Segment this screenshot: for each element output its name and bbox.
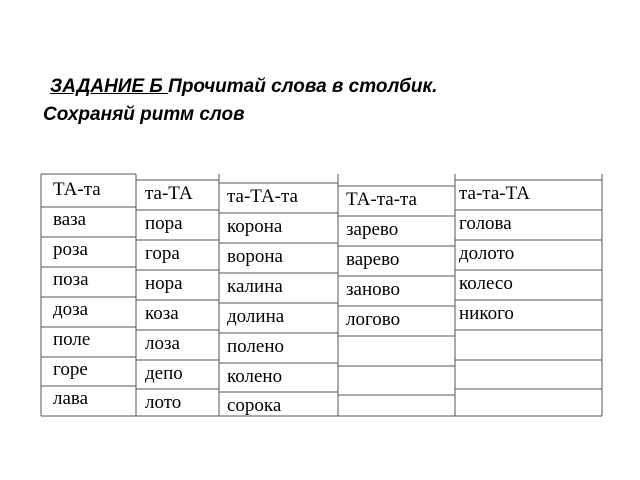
table-cell: варево bbox=[346, 249, 400, 270]
table-cell: полено bbox=[227, 336, 284, 357]
column-header: та-ТА-та bbox=[227, 186, 298, 207]
column-header: ТА-та-та bbox=[346, 189, 417, 210]
table-cell: калина bbox=[227, 276, 283, 297]
task-instruction: Прочитай слова в столбик. bbox=[168, 76, 438, 97]
table-cell: ваза bbox=[53, 209, 87, 230]
table-cell: гора bbox=[145, 243, 180, 264]
table-cell: поле bbox=[53, 329, 91, 350]
table-cell: доза bbox=[53, 299, 89, 320]
table-cell: депо bbox=[145, 363, 183, 384]
table-cell: сорока bbox=[227, 395, 282, 416]
task-label: ЗАДАНИЕ Б bbox=[50, 76, 169, 97]
table-grid bbox=[41, 174, 602, 416]
table-cell: заново bbox=[346, 279, 400, 300]
table-cell: корона bbox=[227, 216, 283, 237]
table-cell: колесо bbox=[459, 273, 513, 294]
table-cell: поза bbox=[53, 269, 89, 290]
table-cell: долина bbox=[227, 306, 285, 327]
table-cell: коза bbox=[145, 303, 179, 324]
table-cell: нора bbox=[145, 273, 183, 294]
task-heading-line1 bbox=[50, 76, 437, 98]
table-cell: роза bbox=[53, 239, 88, 260]
task-heading-line2: Сохраняй ритм слов bbox=[43, 104, 245, 125]
column-header: ТА-та bbox=[53, 179, 101, 200]
table-cell: горе bbox=[53, 359, 88, 380]
table-cell: долото bbox=[459, 243, 515, 264]
word-table bbox=[41, 174, 602, 416]
table-cell: голова bbox=[459, 213, 512, 234]
table-cell: лото bbox=[145, 392, 182, 413]
table-cell: никого bbox=[459, 303, 514, 324]
table-cell: лава bbox=[53, 388, 89, 409]
table-cell: ворона bbox=[227, 246, 283, 267]
column-header: та-та-ТА bbox=[459, 183, 530, 204]
table-cell: пора bbox=[145, 213, 183, 234]
column-header: та-ТА bbox=[145, 183, 193, 204]
table-cell: колено bbox=[227, 366, 283, 387]
table-cell: лоза bbox=[145, 333, 180, 354]
table-cell: зарево bbox=[346, 219, 399, 240]
table-cell: логово bbox=[346, 309, 401, 330]
